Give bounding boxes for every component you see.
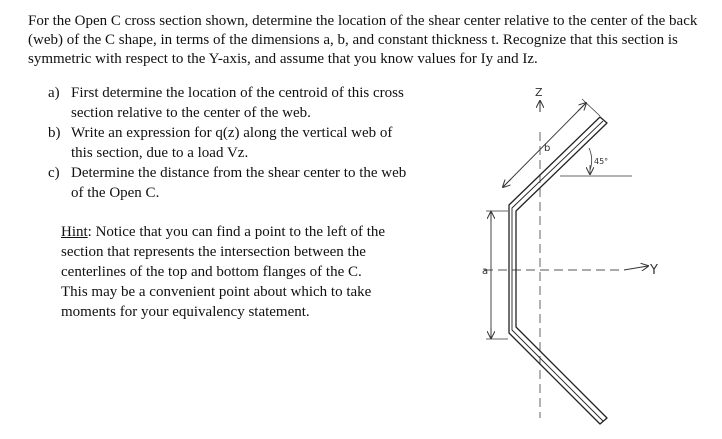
z-axis-label: Z [535, 86, 543, 99]
hint-paragraph [61, 222, 391, 322]
question-text: First determine the location of the centroid of this cross section relative to the center of the web. [71, 85, 404, 121]
question-marker: a) [48, 85, 60, 101]
hint-text: : Notice that you can find a point to the left of the section that represents the intersection between the centerlines of the top and bottom flanges of the C. This may be a convenient point about which to take moments for your equivalency statement. [61, 224, 386, 320]
question-a [48, 83, 408, 123]
dim-b-label: b [544, 143, 551, 154]
dim-b-arrow-upper [578, 103, 586, 111]
dim-b-ext-upper [582, 99, 600, 116]
question-text: Determine the distance from the shear center to the web of the Open C. [71, 165, 407, 201]
y-axis-arrow [624, 266, 648, 270]
hint-label: Hint [61, 224, 88, 240]
section-outer-outline [509, 117, 607, 424]
dim-b-arrow-lower [503, 179, 511, 187]
section-inner-outline [512, 121, 603, 421]
question-marker: b) [48, 125, 61, 141]
question-c [48, 163, 408, 203]
question-b [48, 123, 408, 163]
angle-label: 45° [594, 157, 609, 166]
question-marker: c) [48, 165, 60, 181]
y-axis-label: Y [650, 263, 658, 278]
open-c-cross-section-figure [470, 82, 690, 439]
question-text: Write an expression for q(z) along the vertical web of this section, due to a load Vz. [71, 125, 393, 161]
question-list [48, 83, 408, 203]
problem-statement: For the Open C cross section shown, determine the location of the shear center relative to the center of the back (web) of the C shape, in terms of the dimensions a, b, and constant thickness t. Recognize that this section is symmetric with respect to the Y-axis, and assume that you know values for Iy and Iz. [28, 13, 698, 67]
dim-a-label: a [482, 266, 489, 277]
